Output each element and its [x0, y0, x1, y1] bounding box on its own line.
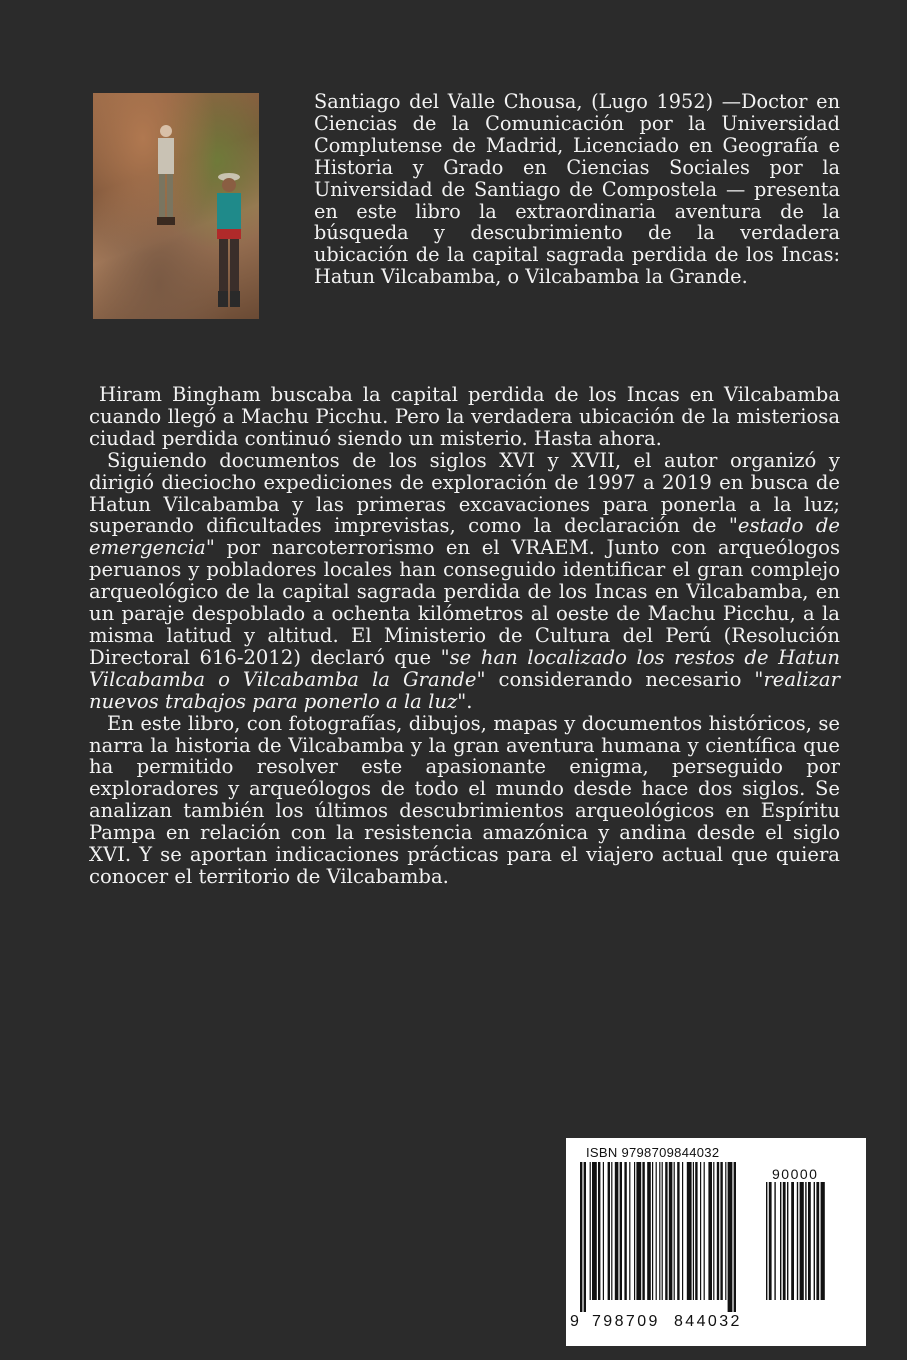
barcode-digit-first: 9	[570, 1313, 582, 1330]
barcode-bars	[580, 1162, 762, 1312]
paragraph-intro: Hiram Bingham buscaba la capital perdida de los Incas en Vilcabamba cuando llegó a Machu Picchu. Pero la verdadera ubicación de la misteriosa ciudad perdida continuó siendo un misterio. Hasta ahora.	[89, 383, 840, 450]
back-cover-text	[89, 384, 840, 888]
paragraph-expeditions: Siguiendo documentos de los siglos XVI y XVII, el autor organizó y dirigió dieciocho expediciones de exploración de 1997 a 2019 en busca de Hatun Vilcabamba y las primeras excavaciones para ponerla a la luz; superando dificultades imprevistas, como la declaración de "estado de emergencia" por narcoterrorismo en el VRAEM. Junto con arqueólogos peruanos y pobladores locales han conseguido identificar el gran complejo arqueológico de la capital sagrada perdida de los Incas en Vilcabamba, en un paraje despoblado a ochenta kilómetros al oeste de Machu Picchu, a la misma latitud y altitud. El Ministerio de Cultura del Perú (Resolución Directoral 616-2012) declaró que "se han localizado los restos de Hatun Vilcabamba o Vilcabamba la Grande" considerando necesario "realizar nuevos trabajos para ponerlo a la luz".	[89, 448, 840, 713]
barcode-digits-left: 798709	[592, 1313, 660, 1330]
addon-number: 90000	[772, 1166, 819, 1182]
person-figure-icon	[151, 121, 181, 231]
person-figure-icon	[211, 171, 247, 311]
addon-barcode-bars	[766, 1182, 846, 1312]
paragraph-book-contents: En este libro, con fotografías, dibujos, mapas y documentos históricos, se narra la historia de Vilcabamba y la gran aventura humana y científica que ha permitido resolver este apasionante enigma, perseguido por exploradores y arqueólogos de todo el mundo desde hace dos siglos. Se analizan también los últimos descubrimientos arqueológicos en Espíritu Pampa en relación con la resistencia amazónica y andina desde el siglo XVI. Y se aportan indicaciones prácticas para el viajero actual que quiera conocer el territorio de Vilcabamba.	[89, 711, 840, 888]
isbn-label: ISBN 9798709844032	[586, 1145, 720, 1160]
barcode-digits-right: 844032	[674, 1313, 742, 1330]
author-bio: Santiago del Valle Chousa, (Lugo 1952) —Doctor en Ciencias de la Comunicación por la Universidad Complutense de Madrid, Licenciado en Geografía e Historia y Grado en Ciencias Sociales por la Universidad de Santiago de Compostela — presenta en este libro la extraordinaria aventura de la búsqueda y descubrimiento de la verdadera ubicación de la capital sagrada perdida de los Incas: Hatun Vilcabamba, o Vilcabamba la Grande.	[314, 90, 840, 289]
isbn-barcode	[566, 1138, 866, 1346]
author-photo	[93, 93, 259, 319]
